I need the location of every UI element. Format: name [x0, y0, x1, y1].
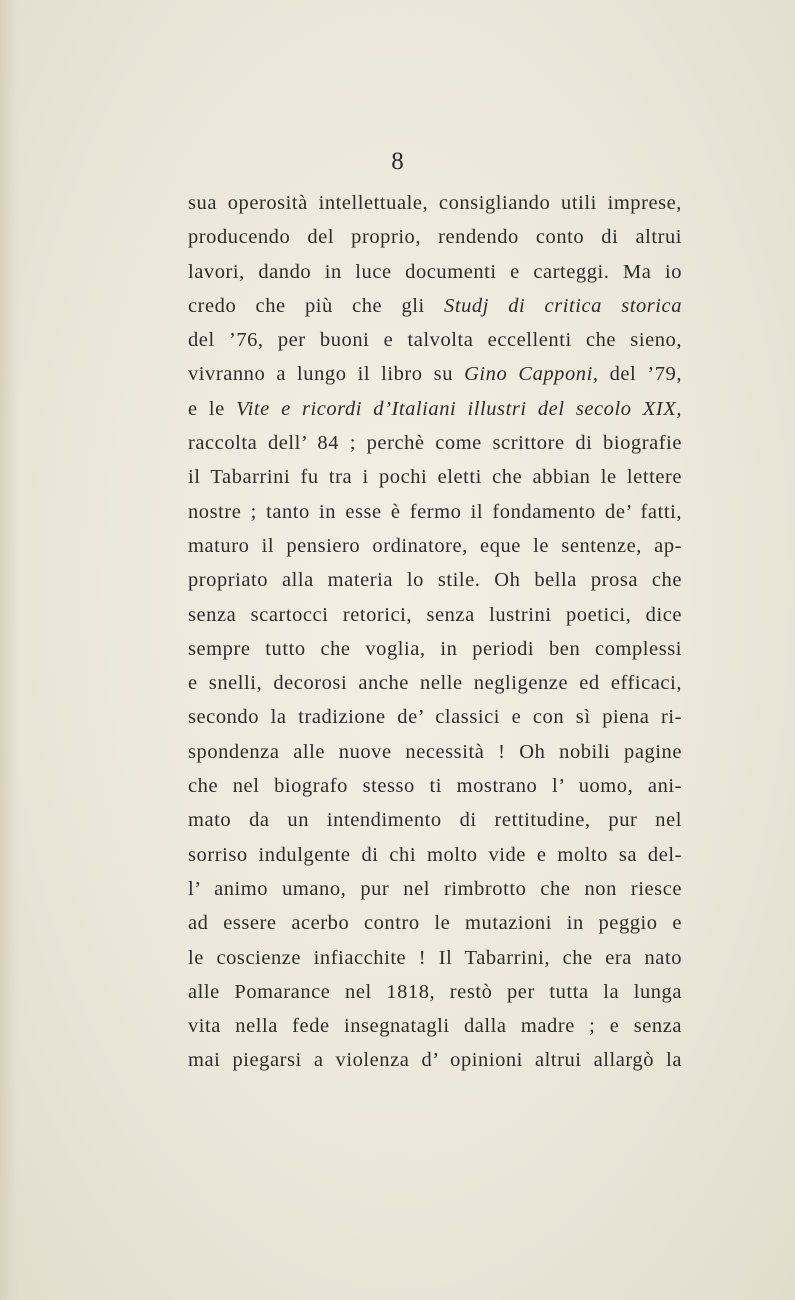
text-line	[188, 529, 682, 563]
page-number: 8	[391, 148, 404, 175]
text-line	[188, 975, 682, 1009]
text-segment: producendo del proprio, rendendo conto di altrui	[188, 226, 682, 249]
text-line	[188, 186, 682, 220]
text-line	[188, 289, 682, 323]
text-line	[188, 598, 682, 632]
text-line	[188, 495, 682, 529]
text-segment: alle Pomarance nel 1818, restò per tutta la lunga	[188, 980, 682, 1003]
text-segment: spondenza alle nuove necessità ! Oh nobili pagine	[188, 740, 682, 763]
italic-title-text: Vite e ricordi d’Italiani illustri del secolo XIX,	[236, 397, 682, 420]
text-segment: vita nella fede insegnatagli dalla madre ; e senza	[188, 1015, 682, 1038]
text-segment: mato da un intendimento di rettitudine, pur nel	[188, 809, 682, 832]
text-line	[188, 255, 682, 289]
text-segment: mai piegarsi a violenza d’ opinioni altrui allargò la	[188, 1049, 682, 1072]
text-line	[188, 803, 682, 837]
text-line	[188, 357, 682, 391]
italic-title-text: Studj di critica storica	[444, 294, 682, 317]
text-line	[188, 666, 682, 700]
text-segment: sempre tutto che voglia, in periodi ben complessi	[188, 637, 682, 660]
text-segment: del ’76, per buoni e talvolta eccellenti che sieno,	[188, 329, 682, 352]
text-line	[188, 426, 682, 460]
text-segment: del ’79,	[598, 363, 682, 386]
text-line	[188, 838, 682, 872]
italic-title-text: Gino Capponi,	[464, 363, 599, 386]
text-line	[188, 460, 682, 494]
text-line	[188, 392, 682, 426]
text-line	[188, 323, 682, 357]
body-text	[188, 186, 682, 1078]
text-segment: le coscienze infiacchite ! Il Tabarrini, che era nato	[188, 946, 682, 969]
text-segment: e snelli, decorosi anche nelle negligenze ed efficaci,	[188, 672, 682, 695]
text-segment: vivranno a lungo il libro su	[188, 363, 465, 386]
text-segment: e le	[188, 397, 237, 420]
text-line	[188, 735, 682, 769]
text-segment: sua operosità intellettuale, consigliando utili imprese,	[188, 192, 682, 214]
text-line	[188, 220, 682, 254]
text-line	[188, 1009, 682, 1043]
text-segment: senza scartocci retorici, senza lustrini poetici, dice	[188, 603, 682, 626]
page-edge-shadow	[0, 0, 18, 1300]
text-segment: il Tabarrini fu tra i pochi eletti che abbian le lettere	[188, 466, 682, 489]
text-segment: credo che più che gli	[188, 294, 445, 317]
text-segment: secondo la tradizione de’ classici e con sì piena ri-	[188, 706, 682, 729]
text-line	[188, 941, 682, 975]
text-segment: che nel biografo stesso ti mostrano l’ uomo, ani-	[188, 775, 682, 798]
text-segment: nostre ; tanto in esse è fermo il fondamento de’ fatti,	[188, 500, 682, 523]
text-line	[188, 769, 682, 803]
text-line	[188, 563, 682, 597]
text-segment: lavori, dando in luce documenti e carteggi. Ma io	[188, 260, 682, 283]
text-line	[188, 632, 682, 666]
text-segment: ad essere acerbo contro le mutazioni in peggio e	[188, 912, 682, 935]
text-line	[188, 906, 682, 940]
text-line	[188, 872, 682, 906]
text-segment: raccolta dell’ 84 ; perchè come scrittore di biografie	[188, 432, 682, 455]
text-segment: l’ animo umano, pur nel rimbrotto che non riesce	[188, 877, 682, 900]
text-line	[188, 1043, 682, 1077]
text-segment: sorriso indulgente di chi molto vide e molto sa del-	[188, 843, 682, 866]
text-segment: propriato alla materia lo stile. Oh bella prosa che	[188, 569, 682, 592]
text-segment: maturo il pensiero ordinatore, eque le sentenze, ap-	[188, 534, 682, 557]
text-line	[188, 700, 682, 734]
